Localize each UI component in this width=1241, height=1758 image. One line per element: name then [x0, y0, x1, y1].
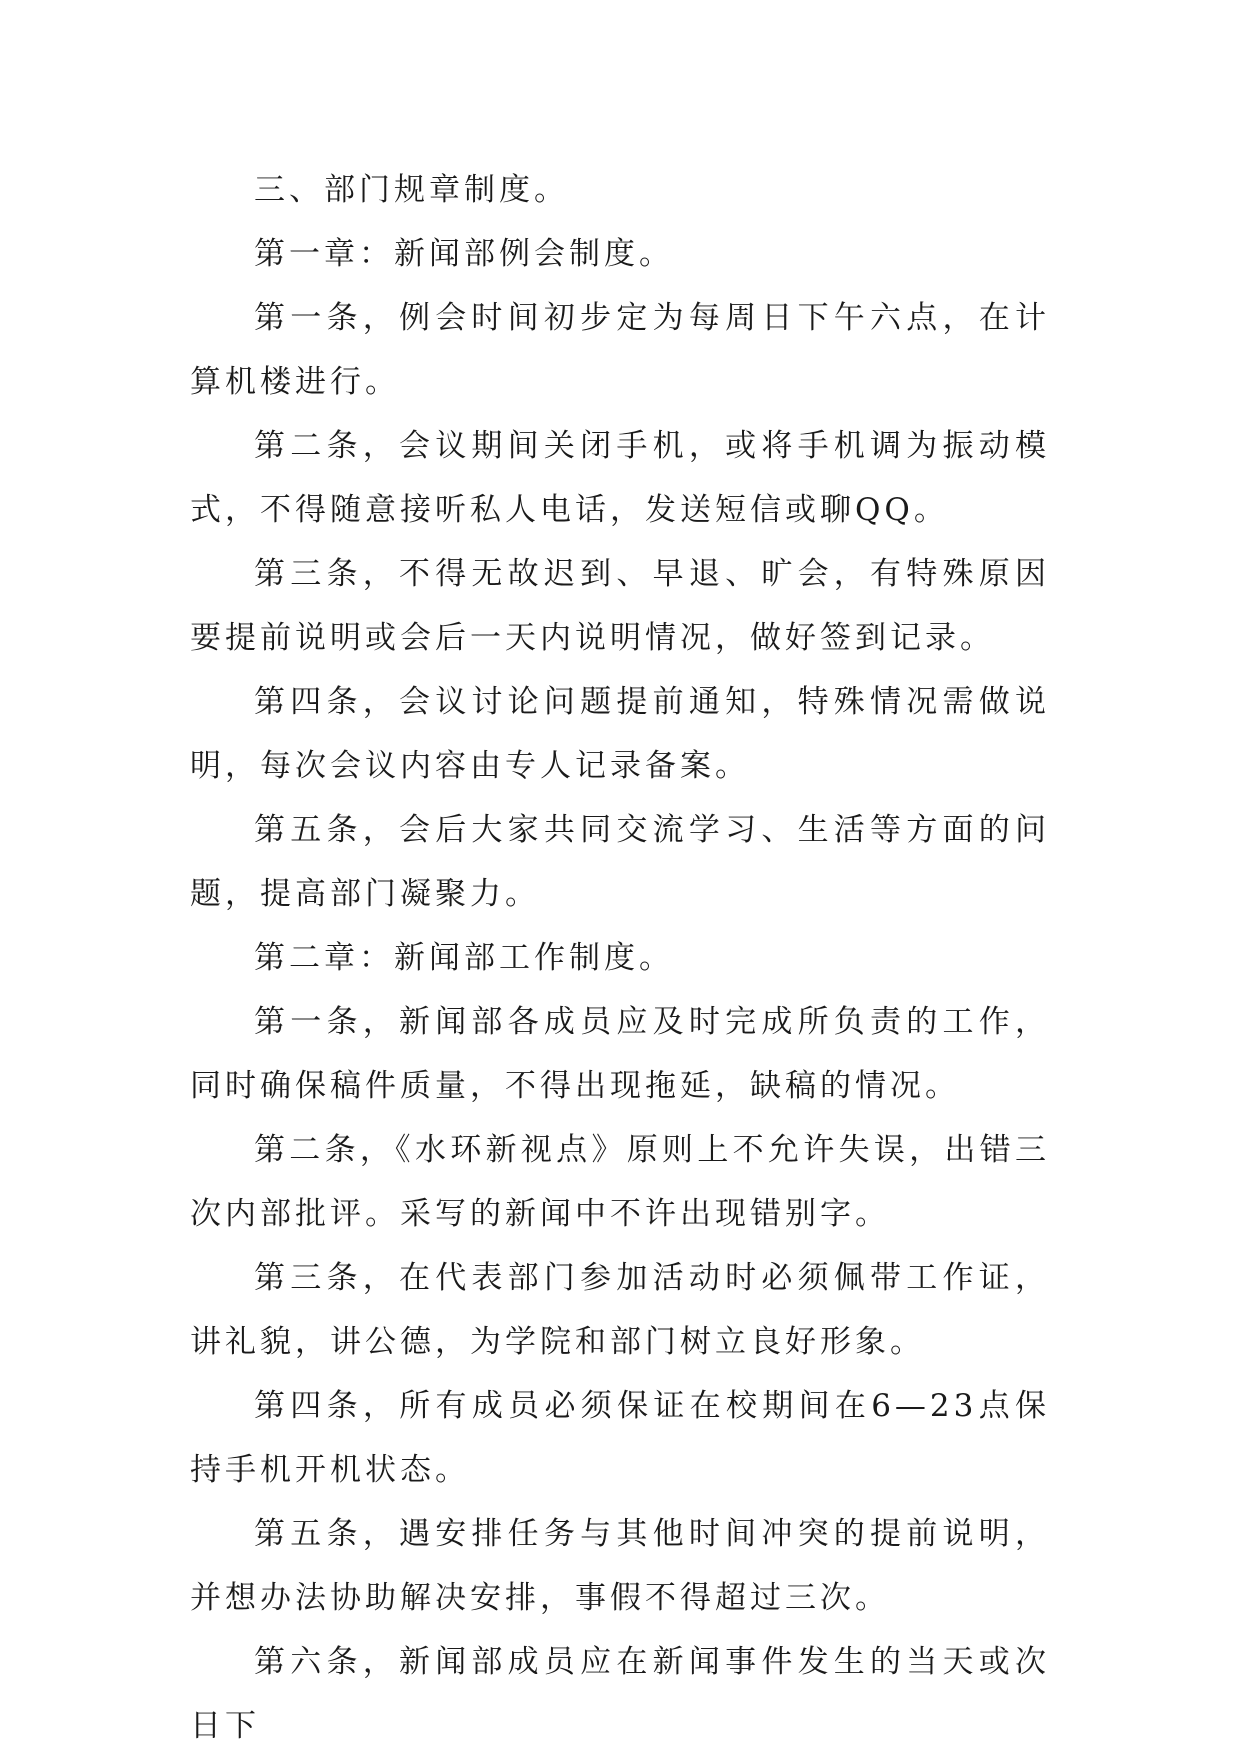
article-paragraph: 第五条，会后大家共同交流学习、生活等方面的问题，提高部门凝聚力。 — [190, 812, 1050, 912]
article-paragraph: 第三条，不得无故迟到、早退、旷会，有特殊原因要提前说明或会后一天内说明情况，做好签到记录。 — [190, 556, 1050, 656]
article-paragraph: 第二条，《水环新视点》原则上不允许失误，出错三次内部批评。采写的新闻中不许出现错别字。 — [190, 1132, 1050, 1232]
article-paragraph: 第四条，会议讨论问题提前通知，特殊情况需做说明，每次会议内容由专人记录备案。 — [190, 684, 1050, 784]
article-paragraph: 第一条，例会时间初步定为每周日下午六点，在计算机楼进行。 — [190, 300, 1050, 400]
article-paragraph: 第一条，新闻部各成员应及时完成所负责的工作，同时确保稿件质量，不得出现拖延，缺稿的情况。 — [190, 1004, 1050, 1104]
document-body — [190, 158, 1050, 1758]
article-paragraph: 第三条，在代表部门参加活动时必须佩带工作证，讲礼貌，讲公德，为学院和部门树立良好形象。 — [190, 1260, 1050, 1360]
chapter-heading-2: 第二章：新闻部工作制度。 — [254, 940, 674, 976]
article-paragraph: 第五条，遇安排任务与其他时间冲突的提前说明，并想办法协助解决安排，事假不得超过三次。 — [190, 1516, 1050, 1616]
article-paragraph: 第六条，新闻部成员应在新闻事件发生的当天或次日下 — [190, 1644, 1050, 1744]
section-heading: 三、部门规章制度。 — [254, 172, 569, 208]
article-paragraph: 第四条，所有成员必须保证在校期间在6—23点保持手机开机状态。 — [190, 1388, 1050, 1488]
article-paragraph: 第二条，会议期间关闭手机，或将手机调为振动模式，不得随意接听私人电话，发送短信或聊QQ。 — [190, 428, 1050, 528]
chapter-heading-1: 第一章：新闻部例会制度。 — [254, 236, 674, 272]
